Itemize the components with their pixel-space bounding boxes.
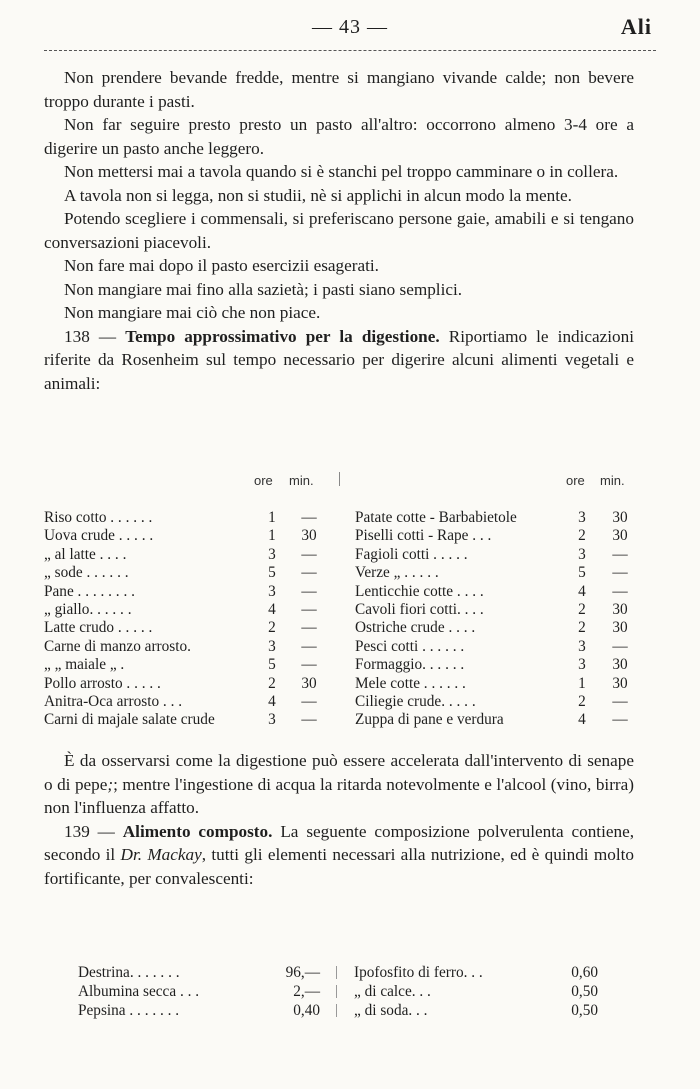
minutes-value: 30 [612, 600, 628, 618]
food-name: Ostriche crude . . . . [355, 619, 476, 637]
ingredient-name: „ di soda. . . [354, 1002, 428, 1019]
hours-value: 1 [578, 674, 586, 692]
table-row [44, 601, 329, 619]
food-name: Pane . . . . . . . . [44, 582, 135, 600]
hours-value: 1 [268, 527, 276, 545]
minutes-value: — [612, 637, 628, 655]
composition-list [78, 963, 608, 1020]
minutes-value: 30 [612, 527, 628, 545]
hours-value: 4 [578, 582, 586, 600]
table-row [355, 638, 634, 656]
minutes-value: 30 [612, 619, 628, 637]
table-row [44, 638, 329, 656]
minutes-value: — [612, 692, 628, 710]
table-row [355, 693, 634, 711]
note-text [44, 749, 634, 890]
table-row [355, 656, 634, 674]
table-right-column [355, 509, 634, 730]
hours-value: 2 [268, 674, 276, 692]
food-name: Uova crude . . . . . [44, 527, 154, 545]
hours-value: 3 [268, 545, 276, 563]
advice-paragraph: Non mettersi mai a tavola quando si è stanchi pel troppo camminare o in collera. [64, 162, 619, 181]
minutes-value: 30 [301, 674, 317, 692]
note-paragraph: È da osservarsi come la digestione può essere accelerata dall'intervento di senape o di pepe;; mentre l'ingestione di acqua la ritarda notevolmente e l'alcool (vino, birra) non l'influenza affatto. [44, 751, 634, 817]
col-header-min: min. [600, 473, 625, 488]
table-row [355, 675, 634, 693]
composition-row [78, 963, 608, 982]
author-name: Dr. Mackay [120, 845, 202, 864]
food-name: Verze „ . . . . . [355, 564, 439, 582]
ingredient-name: Pepsina . . . . . . . [78, 1002, 180, 1019]
advice-text [44, 66, 634, 395]
table-row [44, 656, 329, 674]
food-name: Zuppa di pane e verdura [355, 711, 504, 729]
header-rule [44, 50, 656, 51]
food-name: „ sode . . . . . . [44, 564, 129, 582]
note-text-after: ; mentre l'ingestione di acqua la ritarda notevolmente e l'alcool (vino, birra) non l'influenza affatto. [44, 774, 634, 817]
table-row [44, 509, 329, 527]
minutes-value: — [301, 600, 317, 618]
food-name: Fagioli cotti . . . . . [355, 545, 468, 563]
hours-value: 2 [578, 600, 586, 618]
section-number: 139 — [64, 821, 115, 841]
hours-value: 3 [578, 545, 586, 563]
minutes-value: — [301, 582, 317, 600]
food-name: „ giallo. . . . . . [44, 600, 132, 618]
table-row [44, 527, 329, 545]
minutes-value: 30 [612, 509, 628, 526]
hours-value: 4 [578, 711, 586, 729]
advice-paragraph: Non fare mai dopo il pasto esercizii esagerati. [64, 256, 379, 275]
table-row [355, 564, 634, 582]
table-row [355, 619, 634, 637]
food-name: „ „ maiale „ . [44, 656, 125, 674]
ingredient-amount: 0,50 [571, 983, 598, 1000]
food-name: Cavoli fiori cotti. . . . [355, 600, 484, 618]
minutes-value: 30 [612, 656, 628, 674]
food-name: Carne di manzo arrosto. [44, 637, 191, 655]
ingredient-amount: 0,60 [571, 964, 598, 981]
minutes-value: — [301, 509, 317, 526]
ingredient-amount: 2,— [293, 983, 320, 1000]
minutes-value: 30 [301, 527, 317, 545]
table-row [44, 675, 329, 693]
table-row [44, 711, 329, 729]
section-138 [44, 325, 634, 396]
table-row [44, 619, 329, 637]
hours-value: 4 [268, 600, 276, 618]
ingredient-name: Ipofosfito di ferro. . . [354, 964, 483, 981]
hours-value: 3 [268, 711, 276, 729]
hours-value: 2 [578, 619, 586, 637]
hours-value: 2 [268, 619, 276, 637]
hours-value: 2 [578, 527, 586, 545]
hours-value: 5 [268, 656, 276, 674]
hours-value: 3 [268, 637, 276, 655]
advice-paragraph: Non far seguire presto presto un pasto all'altro: occorrono almeno 3-4 ore a digerire un pasto anche leggero. [44, 115, 634, 158]
section-number: 138 — [64, 326, 117, 346]
section-139 [44, 820, 634, 891]
minutes-value: — [612, 582, 628, 600]
hours-value: 2 [578, 692, 586, 710]
advice-paragraph: Potendo scegliere i commensali, si preferiscano persone gaie, amabili e si tengano conversazioni piacevoli. [44, 209, 634, 252]
ingredient-amount: 0,50 [571, 1002, 598, 1019]
page-header [44, 16, 656, 50]
food-name: Riso cotto . . . . . . [44, 509, 153, 526]
note-text-before: È da osservarsi come la digestione può essere accelerata dall'intervento di senape o di pepe [44, 751, 634, 794]
table-row [355, 509, 634, 527]
table-row [44, 546, 329, 564]
ingredient-name: Albumina secca . . . [78, 983, 200, 1000]
advice-paragraph: Non prendere bevande fredde, mentre si mangiano vivande calde; non bevere troppo durante i pasti. [44, 68, 634, 111]
ingredient-amount: 96,— [285, 964, 320, 981]
minutes-value: — [301, 545, 317, 563]
col-header-min: min. [289, 473, 314, 488]
food-name: Lenticchie cotte . . . . [355, 582, 484, 600]
hours-value: 3 [578, 509, 586, 526]
column-divider [339, 472, 340, 486]
digestion-table [44, 469, 634, 729]
section-text-before: La seguente composizione polverulenta contiene, secondo il [44, 821, 635, 864]
food-name: Latte crudo . . . . . [44, 619, 153, 637]
composition-row [78, 1001, 608, 1020]
food-name: Pollo arrosto . . . . . [44, 674, 161, 692]
column-divider [336, 1004, 337, 1017]
running-title: Ali [620, 14, 652, 39]
minutes-value: — [612, 564, 628, 582]
ingredient-name: Destrina. . . . . . . [78, 964, 180, 981]
advice-paragraph: A tavola non si legga, non si studii, nè si applichi in alcun modo la mente. [64, 185, 572, 205]
minutes-value: — [301, 711, 317, 729]
food-name: Formaggio. . . . . . [355, 656, 465, 674]
minutes-value: — [301, 637, 317, 655]
hours-value: 3 [268, 582, 276, 600]
minutes-value: — [301, 656, 317, 674]
section-title: Alimento composto. [122, 821, 273, 841]
col-header-ore: ore [566, 473, 585, 488]
table-row [355, 546, 634, 564]
section-title: Tempo approssimativo per la digestione. [125, 326, 440, 346]
food-name: Ciliegie crude. . . . . [355, 692, 476, 710]
minutes-value: — [612, 545, 628, 563]
minutes-value: — [301, 619, 317, 637]
hours-value: 3 [578, 656, 586, 674]
food-name: Anitra-Oca arrosto . . . [44, 692, 183, 710]
hours-value: 1 [268, 509, 276, 526]
table-row [44, 693, 329, 711]
table-row [355, 601, 634, 619]
section-text-after: , tutti gli elementi necessari alla nutrizione, ed è quindi molto fortificante, per convalescenti: [44, 845, 634, 888]
minutes-value: 30 [612, 674, 628, 692]
table-header [44, 469, 634, 509]
table-row [44, 583, 329, 601]
hours-value: 5 [578, 564, 586, 582]
minutes-value: — [612, 711, 628, 729]
ingredient-amount: 0,40 [293, 1002, 320, 1019]
hours-value: 3 [578, 637, 586, 655]
page-number: — 43 — [312, 16, 388, 38]
food-name: Mele cotte . . . . . . [355, 674, 466, 692]
section-text: Riportiamo le indicazioni riferite da Rosenheim sul tempo necessario per digerire alcuni alimenti vegetali e animali: [44, 326, 635, 393]
table-row [44, 564, 329, 582]
col-header-ore: ore [254, 473, 273, 488]
minutes-value: — [301, 564, 317, 582]
food-name: Piselli cotti - Rape . . . [355, 527, 492, 545]
hours-value: 5 [268, 564, 276, 582]
column-divider [336, 985, 337, 998]
minutes-value: — [301, 692, 317, 710]
table-left-column [44, 509, 329, 730]
ingredient-name: „ di calce. . . [354, 983, 431, 1000]
table-row [355, 711, 634, 729]
table-row [355, 527, 634, 545]
column-divider [336, 966, 337, 979]
hours-value: 4 [268, 692, 276, 710]
food-name: Pesci cotti . . . . . . [355, 637, 465, 655]
food-name: „ al latte . . . . [44, 545, 127, 563]
food-name: Patate cotte - Barbabietole [355, 509, 517, 526]
composition-row [78, 982, 608, 1001]
advice-paragraph: Non mangiare mai ciò che non piace. [64, 303, 321, 322]
advice-paragraph: Non mangiare mai fino alla sazietà; i pasti siano semplici. [64, 279, 463, 299]
food-name: Carni di majale salate crude [44, 711, 215, 729]
table-row [355, 583, 634, 601]
